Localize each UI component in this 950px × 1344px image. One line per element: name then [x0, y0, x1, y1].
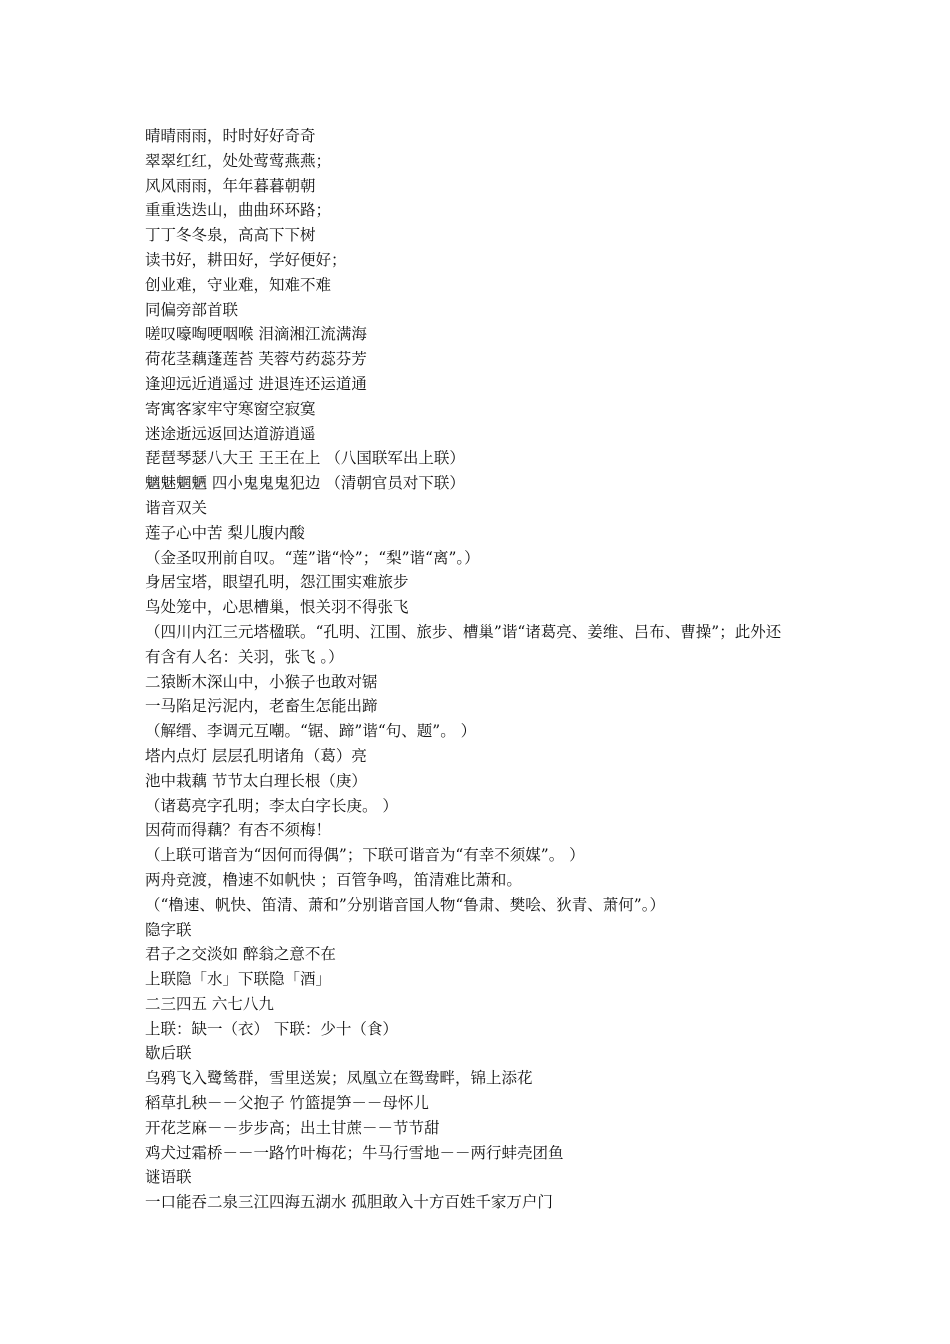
- text-line: 翠翠红红，处处莺莺燕燕；: [145, 151, 332, 170]
- text-line: 迷途逝远返回达道游逍遥: [145, 424, 316, 443]
- section-heading: 同偏旁部首联: [145, 300, 239, 319]
- text-line: 身居宝塔，眼望孔明，怨江围实难旅步: [145, 573, 409, 592]
- text-line: 创业难，守业难，知难不难: [145, 275, 332, 294]
- text-line: 莲子心中苦 梨儿腹内酸: [145, 523, 305, 542]
- text-line: 池中栽藕 节节太白理长根（庚）: [145, 771, 367, 790]
- section-heading: 歇后联: [145, 1044, 192, 1063]
- text-line: 嗟叹嚎啕哽咽喉 泪滴湘江流满海: [145, 325, 367, 344]
- section-heading: 谐音双关: [145, 498, 208, 517]
- text-line: 君子之交淡如 醉翁之意不在: [145, 945, 336, 964]
- text-line: 琵琶琴瑟八大王 王王在上 （八国联军出上联）: [145, 449, 465, 468]
- text-line: （金圣叹刑前自叹。“莲”谐“怜”；“梨”谐“离”。）: [145, 548, 480, 567]
- text-line: 上联：缺一（衣） 下联：少十（食）: [145, 1019, 398, 1038]
- text-line: （上联可谐音为“因何而得偶”；下联可谐音为“有幸不须媒”。 ）: [145, 846, 585, 865]
- text-line: （解缙、李调元互嘲。“锯、蹄”谐“句、题”。 ）: [145, 722, 477, 741]
- text-line: 鸟处笼中，心思槽巢，恨关羽不得张飞: [145, 598, 409, 617]
- text-line: 风风雨雨，年年暮暮朝朝: [145, 176, 316, 195]
- text-line: 读书好，耕田好，学好便好；: [145, 250, 347, 269]
- text-line: 重重迭迭山，曲曲环环路；: [145, 201, 332, 220]
- text-line: 稻草扎秧－－父抱子 竹篮提笋－－母怀儿: [145, 1094, 429, 1113]
- text-line: （诸葛亮字孔明；李太白字长庚。 ）: [145, 796, 398, 815]
- text-line: 鸡犬过霜桥－－一路竹叶梅花；牛马行雪地－－两行蚌壳团鱼: [145, 1143, 564, 1162]
- text-line: 晴晴雨雨，时时好好奇奇: [145, 127, 316, 145]
- text-line: （“橹速、帆快、笛清、萧和”分别谐音国人物“鲁肃、樊哙、狄青、萧何”。）: [145, 895, 665, 914]
- text-line: 有含有人名：关羽，张飞 。）: [145, 647, 344, 666]
- text-line: 魑魅魍魉 四小鬼鬼鬼犯边 （清朝官员对下联）: [145, 474, 465, 493]
- text-line: 一口能吞二泉三江四海五湖水 孤胆敢入十方百姓千家万户门: [145, 1193, 553, 1212]
- text-line: 乌鸦飞入鹭鸶群，雪里送炭；凤凰立在鸳鸯畔，锦上添花: [145, 1069, 533, 1088]
- text-line: 塔内点灯 层层孔明诸角（葛）亮: [145, 746, 367, 765]
- text-line: 开花芝麻－－步步高；出土甘蔗－－节节甜: [145, 1118, 440, 1137]
- text-line: 上联隐「水」下联隐「酒」: [145, 970, 332, 989]
- text-line: 两舟竞渡，橹速不如帆快 ；百管争鸣，笛清难比萧和。: [145, 870, 522, 889]
- text-line: 荷花茎藕蓬莲苔 芙蓉芍药蕊芬芳: [145, 350, 367, 369]
- text-line: 丁丁冬冬泉，高高下下树: [145, 226, 316, 245]
- section-heading: 隐字联: [145, 920, 192, 939]
- text-line: 二猿断木深山中，小猴子也敢对锯: [145, 672, 378, 691]
- text-line: 二三四五 六七八九: [145, 994, 274, 1013]
- text-line: 寄寓客家牢守寒窗空寂寞: [145, 399, 316, 418]
- text-line: （四川内江三元塔楹联。“孔明、江围、旅步、槽巢”谐“诸葛亮、姜维、吕布、曹操”；此外还: [145, 622, 782, 641]
- text-line: 一马陷足污泥内，老畜生怎能出蹄: [145, 697, 378, 716]
- section-heading: 谜语联: [145, 1168, 192, 1187]
- text-line: 逢迎远近逍遥过 进退连还运道通: [145, 374, 367, 393]
- text-line: 因荷而得藕？有杏不须梅！: [145, 821, 332, 840]
- document-body: [145, 124, 815, 1215]
